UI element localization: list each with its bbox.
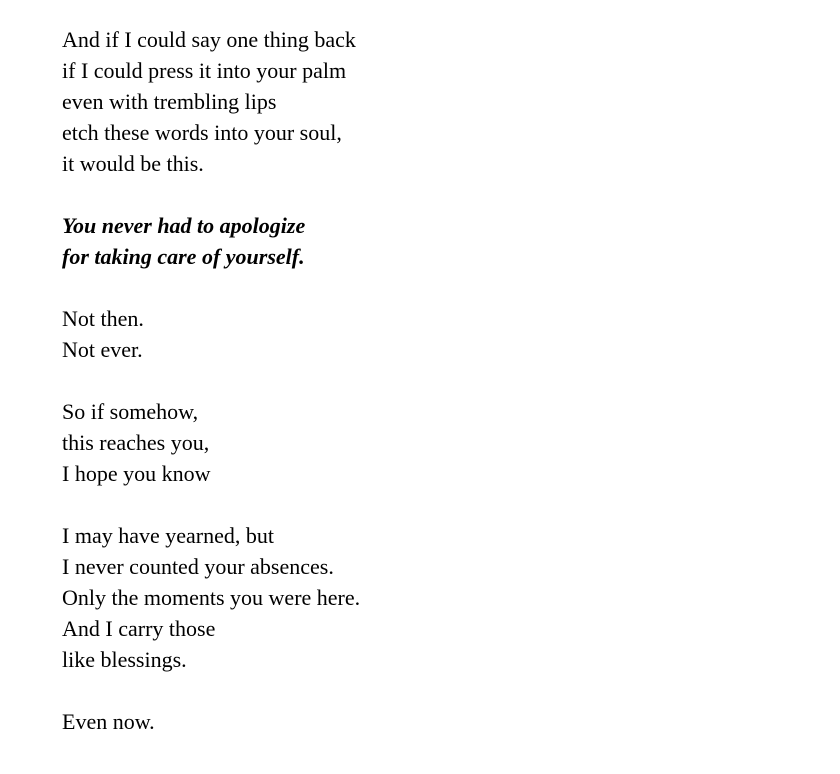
poem-line: if I could press it into your palm (62, 58, 347, 83)
poem-line: it would be this. (62, 151, 204, 176)
stanza-2-emphasized (62, 210, 762, 272)
poem-line: Even now. (62, 709, 155, 734)
poem-line: I may have yearned, but (62, 523, 274, 548)
poem-line: Not ever. (62, 337, 143, 362)
poem-line: Not then. (62, 306, 144, 331)
poem-line: And I carry those (62, 616, 216, 641)
poem-line: I never counted your absences. (62, 554, 334, 579)
poem-line: this reaches you, (62, 430, 210, 455)
poem-line-emphasized: for taking care of yourself. (62, 244, 305, 269)
poem-line: like blessings. (62, 647, 187, 672)
stanza-5 (62, 520, 762, 675)
stanza-3 (62, 303, 762, 365)
poem-body (62, 24, 762, 737)
poem-line: And if I could say one thing back (62, 27, 356, 52)
poem-line-emphasized: You never had to apologize (62, 213, 306, 238)
stanza-6 (62, 706, 762, 737)
poem-line: even with trembling lips (62, 89, 277, 114)
stanza-1 (62, 24, 762, 179)
poem-line: I hope you know (62, 461, 211, 486)
stanza-4 (62, 396, 762, 489)
poem-line: Only the moments you were here. (62, 585, 361, 610)
poem-line: etch these words into your soul, (62, 120, 342, 145)
poem-line: So if somehow, (62, 399, 199, 424)
